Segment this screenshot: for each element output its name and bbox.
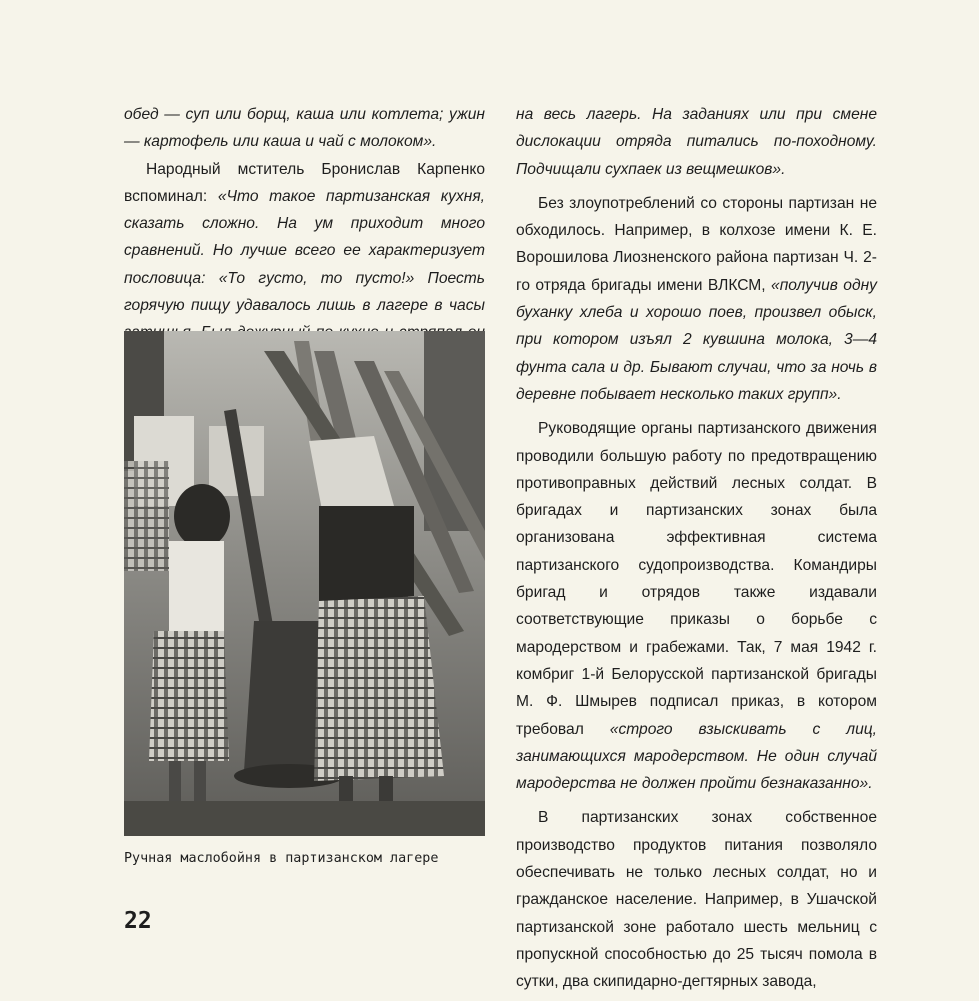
- quote-text: обед — суп или борщ, каша или котлета; ужин — картофель или каша и чай с молоком».: [124, 106, 485, 151]
- photo-caption: Ручная маслобойня в партизанском лагере: [124, 851, 439, 866]
- body-text: Народный мститель Бронислав Карпенко вспоминал:: [124, 160, 485, 205]
- paragraph: [516, 101, 877, 183]
- quote-text: на весь лагерь. На заданиях или при смене дислокации отряда питались по-походному. Подчищали сухпаек из вещмешков».: [516, 106, 877, 178]
- archival-photo: [124, 331, 485, 836]
- body-text: В партизанских зонах собственное производство продуктов питания позволяло обеспечивать не только лесных солдат, но и гражданское население. Например, в Ушачской партизанской зоне работало шесть мельниц с пропускной способностью до 25 тысяч помола в сутки, два скипидарно-дегтярных завода,: [516, 809, 877, 991]
- body-text: Без злоупотреблений со стороны партизан не обходилось. Например, в колхозе имени К. Е. Ворошилова Лиозненского района партизан Ч. 2-го отряда бригады имени ВЛКСМ,: [516, 194, 877, 294]
- paragraph: [516, 804, 877, 995]
- right-text-column: [516, 101, 877, 996]
- quote-text: «получив одну буханку хлеба и хорошо поев, произвел обыск, при котором изъял 2 кувшина молока, 3—4 фунта сала и др. Бывают случаи, что за ночь в деревне побывает несколько таких групп».: [516, 276, 877, 403]
- body-text: Руководящие органы партизанского движения проводили большую работу по предотвращению противоправных действий лесных солдат. В бригадах и партизанских зонах была организована эффективная система партизанского судопроизводства. Командиры бригад и отрядов также издавали соответствующие приказы о борьбе с мародерством и грабежами. Так, 7 мая 1942 г. комбриг 1-й Белорусской партизанской бригады М. Ф. Шмырев подписал приказ, в котором требовал: [516, 420, 877, 738]
- quote-text: «Что такое партизанская кухня, сказать сложно. На ум приходит много сравнений. Но лучше всего ее характеризует пословица: «То густо, то пусто!» Поесть горячую пищу удавалось лишь в лагере в часы: [124, 187, 485, 315]
- paragraph: [516, 190, 877, 408]
- paragraph: [516, 415, 877, 797]
- paragraph: [124, 101, 485, 156]
- quote-text: «строго взыскивать с лиц, занимающихся мародерством. Не один случай мародерства не должен пройти безнаказанно».: [516, 720, 877, 793]
- page-number: 22: [124, 908, 152, 934]
